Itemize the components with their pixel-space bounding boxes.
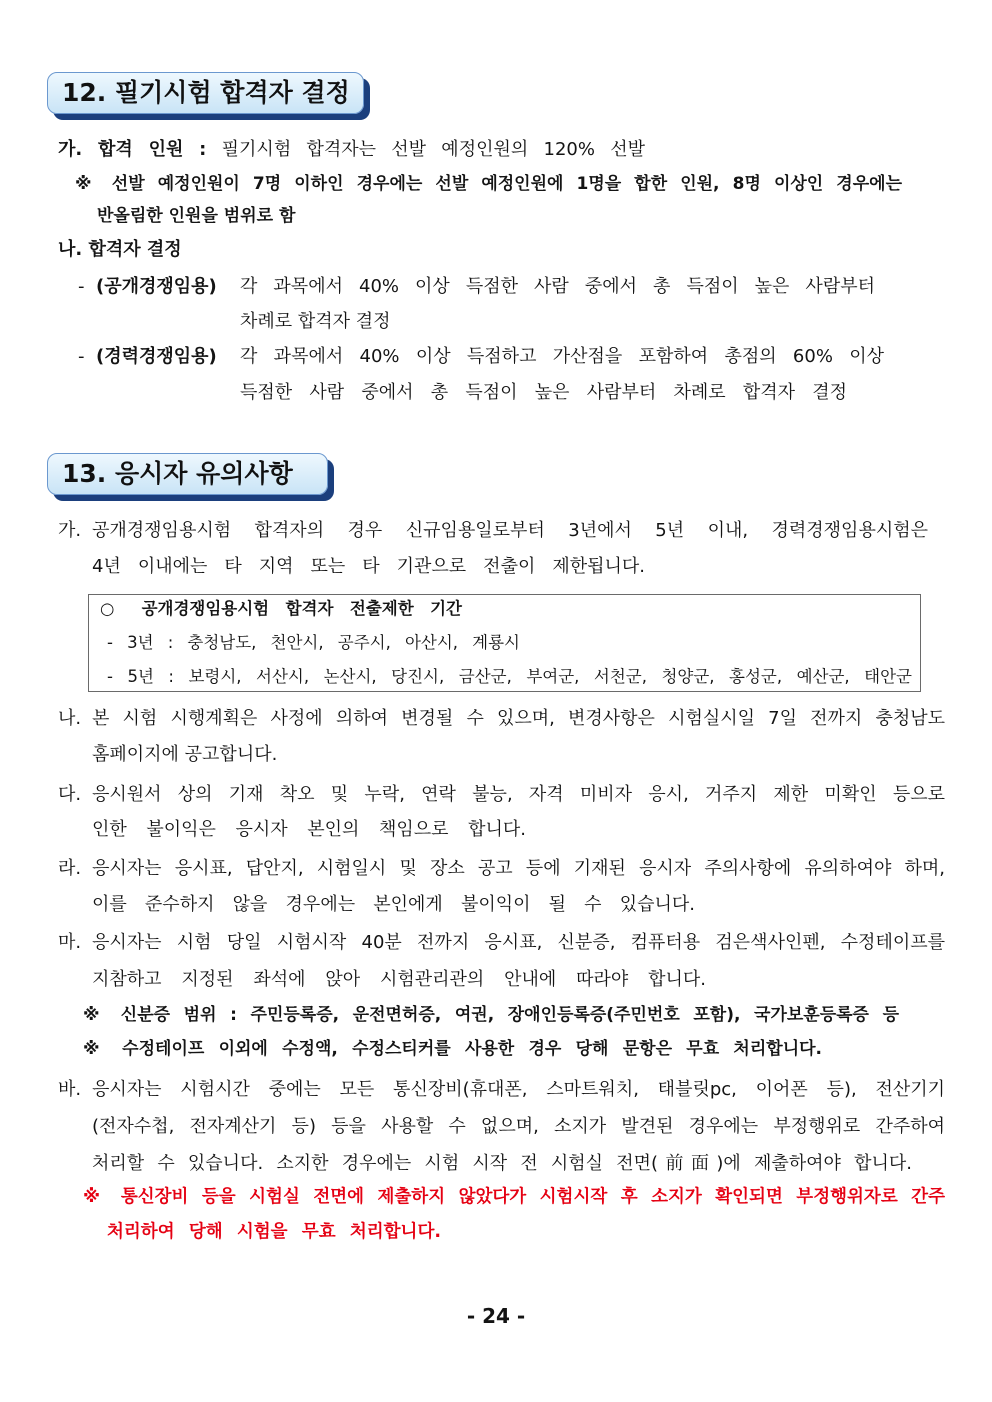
pass-decision-title: 나. 합격자 결정 — [58, 239, 182, 260]
item-ga-line-2: 4년 이내에는 타 지역 또는 타 기관으로 전출이 제한됩니다. — [92, 556, 645, 577]
pass-count-line — [58, 138, 645, 162]
pass-count-label: 가. 합격 인원 : — [58, 139, 207, 160]
pass-count-text: 필기시험 합격자는 선발 예정인원의 120% 선발 — [221, 139, 645, 160]
item-ma-marker: 마. — [58, 932, 82, 953]
item-na-line-1: 본 시험 시행계획은 사정에 의하여 변경될 수 있으며, 변경사항은 시험실시일 7일 전까지 충청남도 — [92, 708, 945, 729]
page-number: - 24 - — [466, 1304, 526, 1328]
section-12-heading: 12. 필기시험 합격자 결정 — [47, 72, 364, 114]
device-warning-line-1: ※ 통신장비 등을 시험실 전면에 제출하지 않았다가 시험시작 후 소지가 확인되면 부정행위자로 간주 — [83, 1187, 945, 1207]
career-competition-line-1: 각 과목에서 40% 이상 득점하고 가산점을 포함하여 총점의 60% 이상 — [240, 346, 884, 367]
item-ra-line-1: 응시자는 응시표, 답안지, 시험일시 및 장소 공고 등에 기재된 응시자 주의사항에 유의하여야 하며, — [92, 858, 945, 879]
item-da-line-1: 응시원서 상의 기재 착오 및 누락, 연락 불능, 자격 미비자 응시, 거주지 제한 미확인 등으로 — [92, 784, 945, 805]
item-ba-line-1: 응시자는 시험시간 중에는 모든 통신장비(휴대폰, 스마트워치, 태블릿pc, 이어폰 등), 전산기기 — [92, 1079, 945, 1100]
open-competition-line-2: 차례로 합격자 결정 — [240, 311, 391, 332]
item-ba-marker: 바. — [58, 1079, 82, 1100]
item-ra-marker: 라. — [58, 858, 82, 879]
pass-count-note-line-1: ※ 선발 예정인원이 7명 이하인 경우에는 선발 예정인원에 1명을 합한 인원, 8명 이상인 경우에는 — [75, 174, 902, 194]
item-ga-line-1: 공개경쟁임용시험 합격자의 경우 신규임용일로부터 3년에서 5년 이내, 경력경쟁임용시험은 — [92, 520, 928, 541]
item-da-line-2: 인한 불이익은 응시자 본인의 책임으로 합니다. — [92, 819, 526, 840]
career-competition-dash: - — [78, 346, 85, 367]
item-ra-line-2: 이를 준수하지 않을 경우에는 본인에게 불이익이 될 수 있습니다. — [92, 894, 695, 915]
transfer-box-title: ○ 공개경쟁임용시험 합격자 전출제한 기간 — [100, 599, 462, 618]
item-ga-marker: 가. — [58, 520, 82, 541]
transfer-box-row-3yr: - 3년 : 충청남도, 천안시, 공주시, 아산시, 계룡시 — [107, 633, 520, 652]
item-ba-line-2: (전자수첩, 전자계산기 등) 등을 사용할 수 없으며, 소지가 발견된 경우에는 부정행위로 간주하여 — [92, 1116, 945, 1137]
open-competition-label: (공개경쟁임용) — [96, 276, 217, 297]
open-competition-dash: - — [78, 276, 85, 297]
section-13-heading: 13. 응시자 유의사항 — [47, 453, 328, 495]
item-ma-line-2: 지참하고 지정된 좌석에 앉아 시험관리관의 안내에 따라야 합니다. — [92, 969, 706, 990]
item-na-marker: 나. — [58, 708, 82, 729]
item-da-marker: 다. — [58, 784, 82, 805]
career-competition-label: (경력경쟁임용) — [96, 346, 217, 367]
item-na-line-2: 홈페이지에 공고합니다. — [92, 744, 278, 765]
device-warning-line-2: 처리하여 당해 시험을 무효 처리합니다. — [107, 1222, 441, 1242]
item-ba-line-3: 처리할 수 있습니다. 소지한 경우에는 시험 시작 전 시험실 전면(前面)에 제출하여야 합니다. — [92, 1153, 912, 1174]
correction-tape-note: ※ 수정테이프 이외에 수정액, 수정스티커를 사용한 경우 당해 문항은 무효 처리합니다. — [83, 1039, 822, 1059]
transfer-box-row-5yr: - 5년 : 보령시, 서산시, 논산시, 당진시, 금산군, 부여군, 서천군, 청양군, 홍성군, 예산군, 태안군 — [107, 667, 912, 686]
id-scope-note: ※ 신분증 범위 : 주민등록증, 운전면허증, 여권, 장애인등록증(주민번호 포함), 국가보훈등록증 등 — [83, 1005, 899, 1025]
open-competition-line-1: 각 과목에서 40% 이상 득점한 사람 중에서 총 득점이 높은 사람부터 — [240, 276, 875, 297]
item-ma-line-1: 응시자는 시험 당일 시험시작 40분 전까지 응시표, 신분증, 컴퓨터용 검은색사인펜, 수정테이프를 — [92, 932, 945, 953]
career-competition-line-2: 득점한 사람 중에서 총 득점이 높은 사람부터 차례로 합격자 결정 — [240, 382, 847, 403]
pass-count-note-line-2: 반올림한 인원을 범위로 함 — [97, 206, 296, 226]
